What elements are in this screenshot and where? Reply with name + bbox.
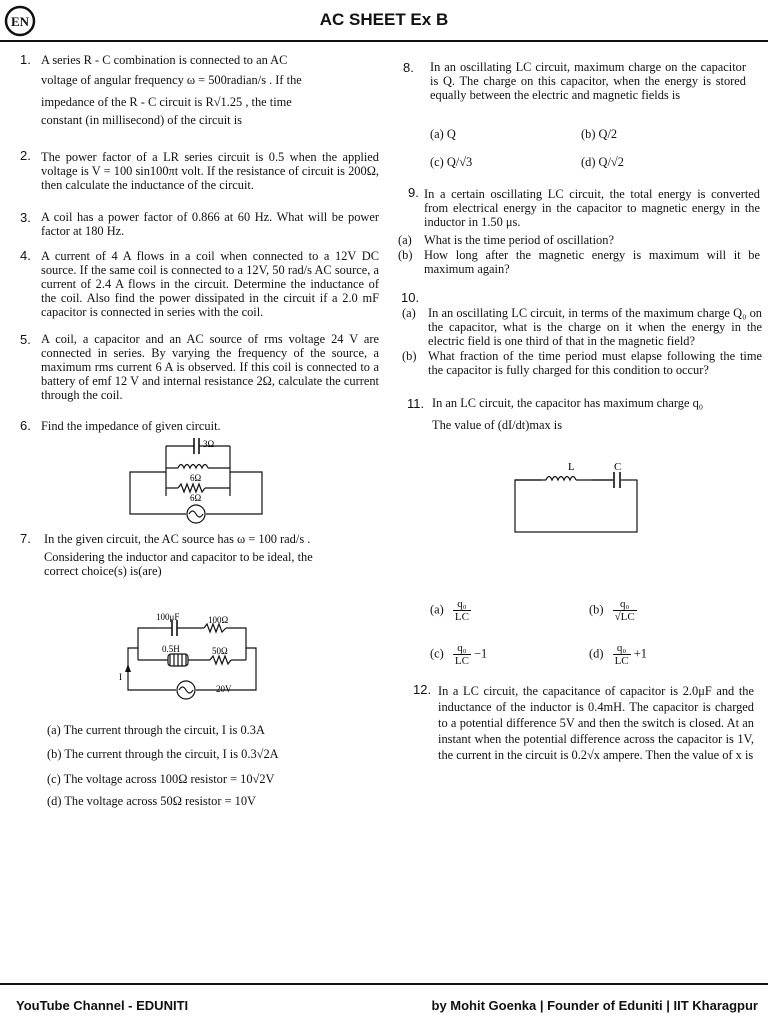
q7-option-c: (c) The voltage across 100Ω resistor = 10√2V (47, 772, 275, 786)
q7-inductor-label: 0.5H (162, 644, 180, 654)
q7-option-d: (d) The voltage across 50Ω resistor = 10V (47, 794, 257, 808)
q8-number: 8. (403, 60, 414, 75)
q11-d-label: (d) (589, 646, 604, 661)
question-12: In a LC circuit, the capacitance of capacitor is 2.0μF and the inductance of the inductor is 0.4mH. The capacitor is charged to a potential difference 5V and then the switch is closed. At an instant when the potential difference across the capacitor is 1V, the current in the circuit is 0.2√x ampere. Then the value of x is (438, 684, 754, 762)
q9-a-label: (a) (398, 233, 412, 247)
q11-c-den: LC (454, 655, 469, 667)
q7-current-label: I (119, 672, 122, 682)
q11-d-den: LC (614, 655, 629, 667)
q11-b-label: (b) (589, 602, 604, 617)
q11-a-label: (a) (430, 602, 444, 617)
header (0, 0, 768, 40)
question-1 (41, 53, 381, 127)
q2-number: 2. (20, 148, 31, 163)
q8-option-b: (b) Q/2 (581, 127, 618, 141)
q10-a-label: (a) (402, 306, 416, 320)
q11-b-num: q₀ (613, 598, 637, 611)
q7-line3: correct choice(s) is(are) (44, 564, 162, 578)
q11-d-num: q₀ (613, 642, 631, 655)
q7-line1: In the given circuit, the AC source has ω = 100 rad/s . (44, 532, 311, 546)
q8-option-d: (d) Q/√2 (581, 155, 624, 169)
q11-a-num: q₀ (453, 598, 471, 611)
question-7 (44, 532, 374, 578)
q11-b-den: √LC (614, 611, 635, 623)
q6-r2-label: 6Ω (190, 473, 202, 483)
q4-number: 4. (20, 248, 31, 263)
q1-line2: voltage of angular frequency ω = 500radian/s . If the (41, 73, 302, 87)
q7-capacitor-label: 100μF (156, 612, 180, 622)
q1-line4: constant (in millisecond) of the circuit is (41, 113, 242, 127)
q6-r3-label: 6Ω (190, 493, 202, 503)
q11-line2: The value of (dI/dt)max is (432, 418, 563, 432)
logo-text: EN (10, 14, 30, 29)
q10-b-label: (b) (402, 349, 417, 363)
q11-c-num: q₀ (453, 642, 471, 655)
q8-option-a: (a) Q (430, 127, 456, 141)
q11-option-c (430, 642, 487, 667)
question-9: In a certain oscillating LC circuit, the total energy is converted from electrical energy in the capacitor to magnetic energy in the inductor in 1.50 μs. (424, 187, 760, 229)
q1-line1: A series R - C combination is connected to an AC (41, 53, 288, 67)
q3-number: 3. (20, 210, 31, 225)
q9-part-a: What is the time period of oscillation? (424, 233, 614, 247)
question-2: The power factor of a LR series circuit is 0.5 when the applied voltage is V = 100 sin100πt volt. If the resistance of circuit is 200Ω, then calculate the inductance of the circuit. (41, 150, 379, 192)
page-title: AC SHEET Ex B (319, 10, 449, 29)
q7-r100-label: 100Ω (208, 615, 229, 625)
q9-part-b: How long after the magnetic energy is maximum will it be maximum again? (424, 248, 760, 276)
q7-source-label: 20V (216, 684, 232, 694)
q1-line3: impedance of the R - C circuit is R√1.25 , the time (41, 95, 292, 109)
header-divider (0, 40, 768, 42)
circuit-diagram-q7 (116, 608, 266, 700)
q9-number: 9. (408, 185, 419, 200)
q1-number: 1. (20, 52, 31, 67)
q11-c-label: (c) (430, 646, 444, 661)
q11-d-plus1: +1 (633, 646, 647, 661)
q11-line1: In an LC circuit, the capacitor has maximum charge q₀ (432, 396, 704, 410)
q11-a-den: LC (454, 611, 469, 623)
q11-c-minus1: −1 (474, 646, 488, 661)
question-6: Find the impedance of given circuit. (41, 419, 221, 433)
q12-number: 12. (413, 682, 432, 697)
q6-r1-label: 3Ω (203, 439, 215, 449)
q10-number: 10. (401, 290, 420, 305)
circuit-diagram-q11 (512, 458, 642, 536)
q10-part-a: In an oscillating LC circuit, in terms of the maximum charge Q₀ on the capacitor, what is the charge on it when the energy in the electric field is one third of that in the magnetic field? (428, 306, 762, 348)
question-5: A coil, a capacitor and an AC source of rms voltage 24 V are connected in series. By varying the frequency of the source, a maximum rms current 6 A is observed. If this coil is connected to a battery of emf 12 V and internal resistance 2Ω, calculate the current through the coil. (41, 332, 379, 402)
q11-option-b (589, 598, 637, 623)
q9-b-label: (b) (398, 248, 413, 262)
q5-number: 5. (20, 332, 31, 347)
footer-youtube-channel: YouTube Channel - EDUNITI (16, 998, 189, 1013)
q11-option-d (589, 642, 647, 667)
q7-option-a: (a) The current through the circuit, I is 0.3A (47, 723, 265, 737)
q11-capacitor-label: C (614, 461, 622, 473)
q11-option-a (430, 598, 471, 623)
q10-part-b: What fraction of the time period must elapse following the time the capacitor is fully charged for this condition to occur? (428, 349, 762, 377)
question-4: A current of 4 A flows in a coil when connected to a 12V DC source. If the same coil is connected to a 12V, 50 rad/s AC source, a current of 2.4 A flows in the circuit. Determine the inductance of the coil. Also find the power dissipated in the circuit if a 2.0 mF capacitor is connected in series with the coil. (41, 249, 379, 319)
q7-r50-label: 50Ω (212, 646, 228, 656)
q6-number: 6. (20, 418, 31, 433)
q11-number: 11. (407, 396, 425, 411)
question-8: In an oscillating LC circuit, maximum charge on the capacitor is Q. The charge on this capacitor, when the energy is stored equally between the electric and magnetic fields is (430, 60, 746, 102)
q8-option-c: (c) Q/√3 (430, 155, 473, 169)
q11-inductor-label: L (568, 461, 575, 473)
q7-option-b: (b) The current through the circuit, I is 0.3√2A (47, 747, 279, 761)
footer-author: by Mohit Goenka | Founder of Eduniti | IIT Kharagpur (431, 998, 758, 1013)
q7-line2: Considering the inductor and capacitor to be ideal, the (44, 550, 313, 564)
q7-number: 7. (20, 531, 31, 546)
circuit-diagram-q6 (126, 436, 266, 526)
footer-divider (0, 983, 768, 985)
question-3: A coil has a power factor of 0.866 at 60 Hz. What will be power factor at 180 Hz. (41, 210, 379, 238)
